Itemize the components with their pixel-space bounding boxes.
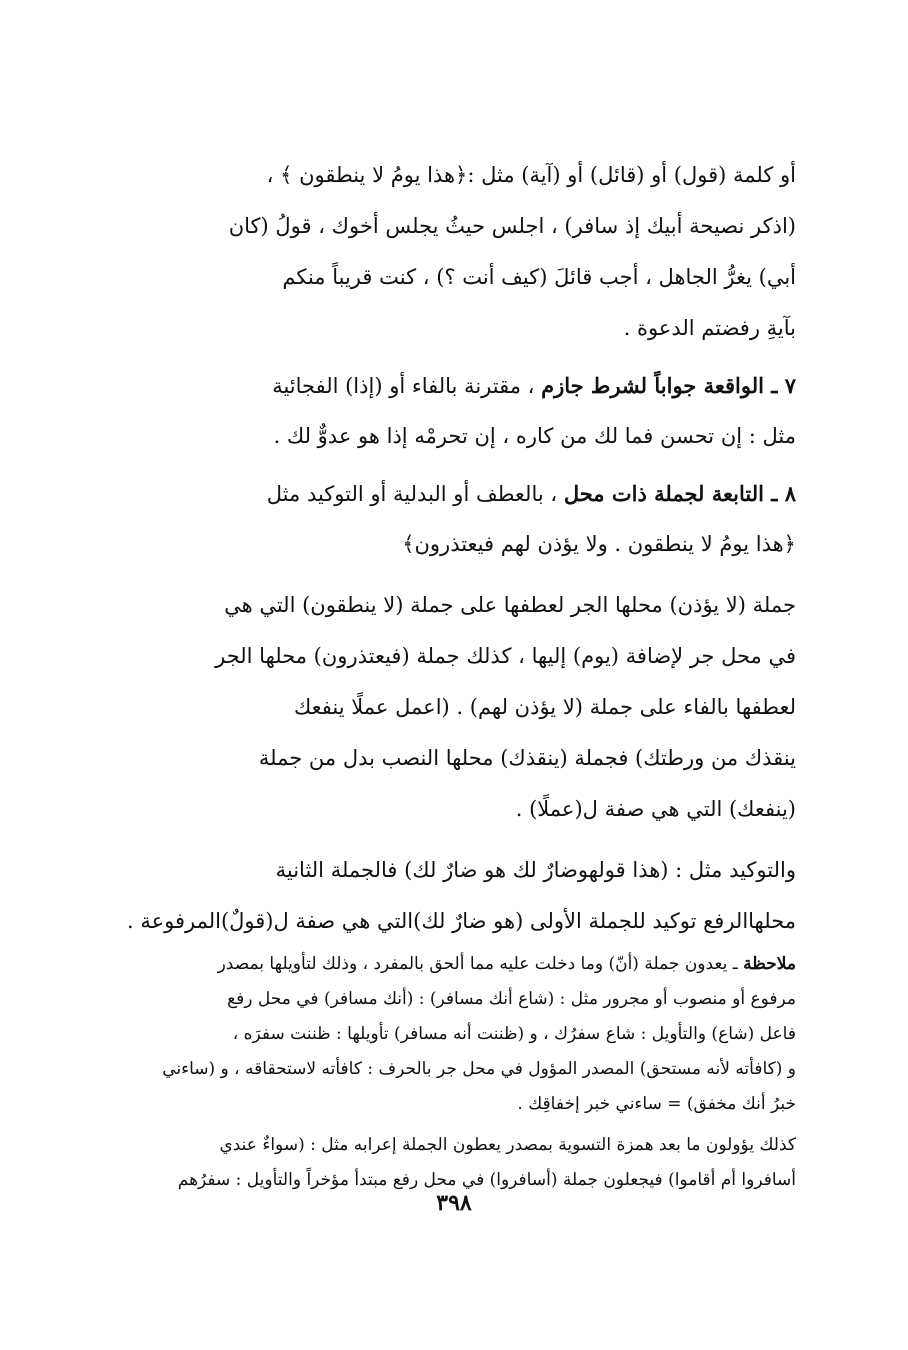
paragraph-2-line: في محل جر لإضافة (يوم) إليها ، كذلك جملة (فيعتذرون) محلها الجر (215, 644, 796, 668)
item-8-line-1 (112, 468, 796, 519)
note-1 (112, 947, 796, 1122)
item-8-line-2: ﴿هذا يومُ لا ينطقون . ولا يؤذن لهم فيعتذرون﴾ (402, 532, 796, 556)
page-body (112, 150, 796, 1198)
paragraph-3 (112, 845, 796, 947)
page-number: ٣٩٨ (436, 1190, 472, 1216)
paragraph-2-line: جملة (لا يؤذن) محلها الجر لعطفها على جملة (لا ينطقون) التي هي (224, 593, 796, 617)
note-1-line: فاعل (شاع) والتأويل : شاع سفرُك ، و (ظننت أنه مسافر) تأويلها : ظننت سفرَه ، (232, 1024, 796, 1044)
paragraph-1-line: (اذكر نصيحة أبيك إذ سافر) ، اجلس حيثُ يجلس أخوك ، قولُ (كان (228, 214, 796, 238)
item-8-heading: ٨ ـ التابعة لجملة ذات محل (563, 481, 796, 506)
note-1-line: خبرُ أنك مخفق) = ساءني خبر إخفاقِك . (517, 1094, 796, 1114)
paragraph-2 (112, 580, 796, 835)
spacer (112, 570, 796, 580)
paragraph-1-line: أبي) يغرُّ الجاهل ، أجب قائلَ (كيف أنت ؟) ، كنت قريباً منكم (282, 265, 796, 289)
paragraph-2-line: ينقذك من ورطتك) فجملة (ينقذك) محلها النصب بدل من جملة (258, 746, 796, 770)
item-8-line-1-rest: ، بالعطف أو البدلية أو التوكيد مثل (266, 482, 564, 506)
item-7-line-2: مثل : إن تحسن فما لك من كاره ، إن تحرمْه إذا هو عدوٌّ لك . (273, 424, 796, 448)
note-1-line-1-rest: ـ يعدون جملة (أنّ) وما دخلت عليه مما ألحق بالمفرد ، وذلك لتأويلها بمصدر (217, 954, 744, 974)
note-1-line-1 (112, 947, 796, 982)
item-7 (112, 360, 796, 462)
paragraph-1-line: أو كلمة (قول) أو (قائل) أو (آية) مثل :﴿هذا يومُ لا ينطقون ﴾ ، (266, 163, 796, 187)
paragraph-2-line: (ينفعك) التي هي صفة ل(عملًا) . (515, 797, 796, 821)
note-2-line: أسافروا أم أقاموا) فيجعلون جملة (أسافروا) في محل رفع مبتدأ مؤخراً والتأويل : سفرُهم (177, 1170, 796, 1190)
paragraph-3-line: محلهاالرفع توكيد للجملة الأولى (هو ضارٌ لك)التي هي صفة ل(قولٌ)المرفوعة . (126, 909, 796, 933)
item-7-line-1-rest: ، مقترنة بالفاء أو (إذا) الفجائية (272, 374, 542, 398)
note-label: ملاحظة (743, 954, 796, 974)
item-8 (112, 468, 796, 570)
note-1-line: و (كافأته لأنه مستحق) المصدر المؤول في محل جر بالحرف : كافأته لاستحقاقه ، و (ساءني (162, 1059, 796, 1079)
item-7-line-1 (112, 360, 796, 411)
note-2 (112, 1128, 796, 1198)
paragraph-2-line: لعطفها بالفاء على جملة (لا يؤذن لهم) . (اعمل عملًا ينفعك (293, 695, 796, 719)
paragraph-3-line: والتوكيد مثل : (هذا قولهوضارٌ لك هو ضارٌ لك) فالجملة الثانية (275, 858, 796, 882)
paragraph-1-line: بآيةِ رفضتم الدعوة . (623, 316, 796, 340)
item-7-heading: ٧ ـ الواقعة جواباً لشرط جازم (541, 373, 796, 398)
note-1-line: مرفوع أو منصوب أو مجرور مثل : (شاع أنك مسافر) : (أنك مسافر) في محل رفع (227, 989, 796, 1009)
spacer (112, 835, 796, 845)
note-2-line: كذلك يؤولون ما بعد همزة التسوية بمصدر يعطون الجملة إعرابه مثل : (سواءٌ عندي (219, 1135, 796, 1155)
paragraph-1 (112, 150, 796, 354)
